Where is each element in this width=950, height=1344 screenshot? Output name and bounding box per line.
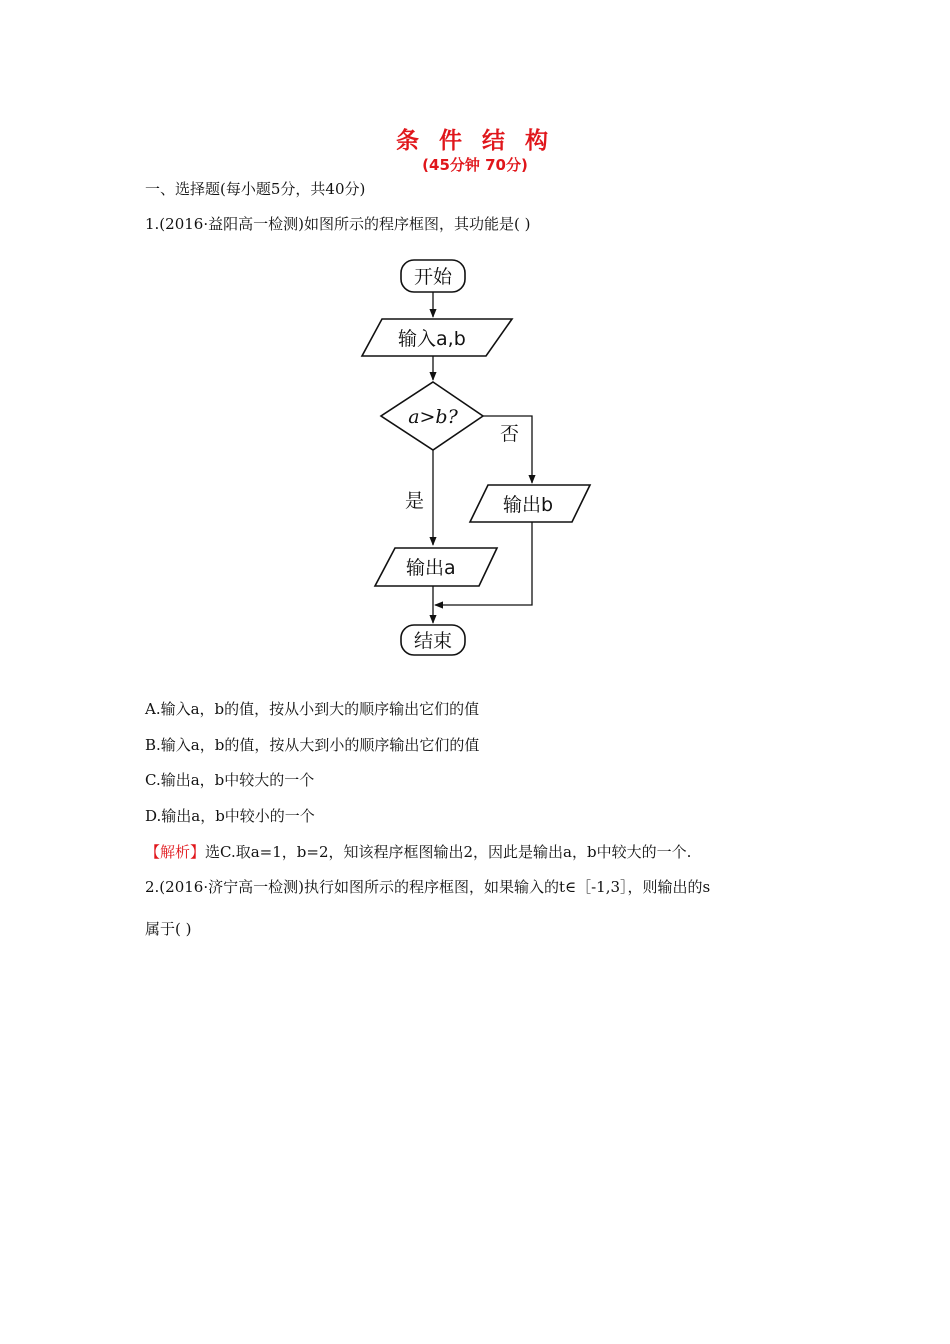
end-label: 结束 xyxy=(413,630,453,652)
input-label: 输入a,b xyxy=(398,328,466,350)
question-2-stem-line2: 属于( ) xyxy=(145,920,192,938)
analysis-text: 选C.取a=1，b=2，知该程序框图输出2，因此是输出a，b中较大的一个. xyxy=(205,843,692,861)
page-subtitle: (45分钟 70分) xyxy=(422,156,528,174)
option-d: D.输出a，b中较小的一个 xyxy=(145,807,315,825)
option-b: B.输入a，b的值，按从大到小的顺序输出它们的值 xyxy=(145,736,480,754)
yes-label: 是 xyxy=(405,490,425,512)
page-title: 条 件 结 构 xyxy=(395,128,555,154)
analysis xyxy=(145,841,691,862)
flowchart xyxy=(355,255,615,660)
analysis-tag: 【解析】 xyxy=(145,843,206,861)
option-c: C.输出a，b中较大的一个 xyxy=(145,771,315,789)
no-label: 否 xyxy=(500,423,520,445)
decision-label: a>b? xyxy=(408,406,458,428)
option-a: A.输入a，b的值，按从小到大的顺序输出它们的值 xyxy=(145,700,480,718)
section-heading: 一、选择题(每小题5分，共40分) xyxy=(145,180,366,198)
question-1-stem: 1.(2016·益阳高一检测)如图所示的程序框图，其功能是( ) xyxy=(145,215,531,233)
output-a-label: 输出a xyxy=(406,557,456,579)
question-2-stem-line1: 2.(2016·济宁高一检测)执行如图所示的程序框图，如果输入的t∈［-1,3］，则输出的s xyxy=(145,878,711,896)
start-label: 开始 xyxy=(413,266,453,288)
output-b-label: 输出b xyxy=(503,494,554,516)
